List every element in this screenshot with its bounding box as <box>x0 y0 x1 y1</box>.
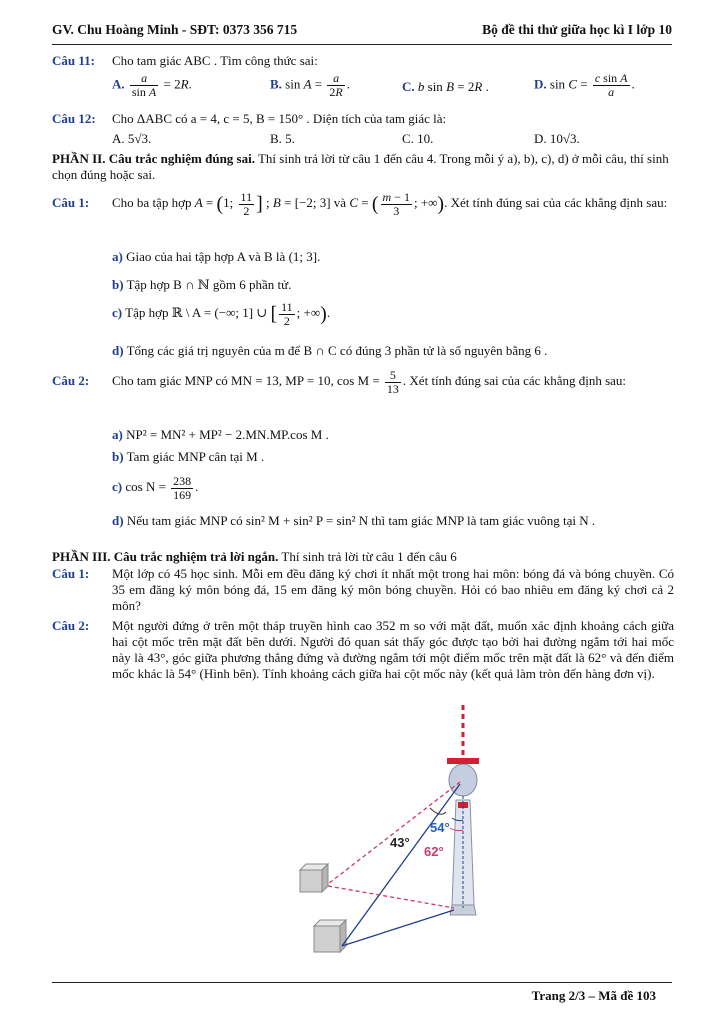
part-3-question-2 <box>52 618 674 702</box>
angle-label-54: 54° <box>430 820 450 835</box>
question-number: Câu 2: <box>52 618 90 633</box>
statement-d: d) Tổng các giá trị nguyên của m để B ∩ C có đúng 3 phần tử là số nguyên bằng 6 . <box>112 343 548 358</box>
question-11 <box>52 52 674 110</box>
statement-d: d) Nếu tam giác MNP có sin² M + sin² P = sin² N thì tam giác MNP là tam giác vuông tại N . <box>112 513 596 528</box>
header-right: Bộ đề thi thử giữa học kì I lớp 10 <box>482 22 672 37</box>
question-number: Câu 1: <box>52 195 90 210</box>
part-3-heading <box>52 549 674 565</box>
part-2-instructions: Thí sinh trả lời từ câu 1 đến câu 4. Trong mỗi ý a), b), c), d) ở mỗi câu, thí sinh chọn đúng hoặc sai. <box>52 151 669 182</box>
tower-figure <box>290 700 510 965</box>
question-number: Câu 12: <box>52 111 96 126</box>
part-2-title: PHẦN II. Câu trắc nghiệm đúng sai. <box>52 151 255 166</box>
part-2-heading <box>52 151 674 183</box>
ground-line-1 <box>328 886 454 908</box>
question-text: Cho tam giác MNP có MN = 13, MP = 10, cos M = $\frac{5}{13}$ . Xét tính đúng sai của các khẳng định sau: <box>112 367 627 396</box>
marker-box-1 <box>300 864 328 892</box>
sight-line-2 <box>342 784 460 946</box>
statement-c: c) Tập hợp ℝ \ A = (−∞; 1] ∪ [ $\frac{11}{2}$ ; +∞). <box>112 299 331 328</box>
question-number: Câu 11: <box>52 53 95 68</box>
ground-line-2 <box>342 910 454 946</box>
angle-label-43: 43° <box>390 835 410 850</box>
option-a: A. $\frac{a}{\text{sin A}}$ = 2R. <box>112 71 192 99</box>
option-d: D. sin C = $\frac{\text{c sin A}}{a}$ . <box>534 71 635 99</box>
pod-top <box>447 758 479 764</box>
option-b: B. 5. <box>270 131 295 146</box>
question-number: Câu 2: <box>52 373 90 388</box>
part-2-question-2 <box>52 364 674 542</box>
page-footer: Trang 2/3 – Mã đề 103 <box>531 988 656 1003</box>
header-divider <box>52 44 672 45</box>
question-text: Một người đứng ở trên một tháp truyền hình cao 352 m so với mặt đất, muốn xác định khoảng cách giữa hai cột mốc trên mặt đất bên dưới. Người đó quan sát thấy góc được tạo bởi hai đường ngắm tới hai mốc này là 43°, góc giữa phương thẳng đứng và đường ngắm tới một điểm mốc trên mặt đất là 62° và đến điểm mốc khác là 54° (Hình bên). Tính khoảng cách giữa hai cột mốc này (kết quả làm tròn đến hàng đơn vị). <box>112 618 674 681</box>
part-3-question-1 <box>52 566 674 618</box>
statement-b: b) Tập hợp B ∩ ℕ gồm 6 phần tử. <box>112 277 292 292</box>
statement-a: a) NP² = MN² + MP² − 2.MN.MP.cos M . <box>112 427 329 442</box>
angle-arc-43 <box>430 808 446 814</box>
part-3-instructions: Thí sinh trả lời từ câu 1 đến câu 6 <box>278 549 457 564</box>
angle-label-62: 62° <box>424 844 444 859</box>
page-header <box>52 22 672 44</box>
question-text: Một lớp có 45 học sinh. Mỗi em đều đăng ký chơi ít nhất một trong hai môn: bóng đá và bóng chuyền. Có 35 em đăng ký môn bóng đá, 15 em đăng ký môn bóng chuyền. Hỏi có bao nhiêu em đăng ký chơi cả 2 môn? <box>112 566 674 613</box>
statement-c: c) cos N = $\frac{238}{169}$ . <box>112 473 199 502</box>
part-3-title: PHẦN III. Câu trắc nghiệm trả lời ngắn. <box>52 549 279 564</box>
statement-b: b) Tam giác MNP cân tại M . <box>112 449 265 464</box>
question-text: Cho tam giác ABC . Tìm công thức sai: <box>112 53 318 68</box>
header-left: GV. Chu Hoàng Minh - SĐT: 0373 356 715 <box>52 22 298 37</box>
question-12 <box>52 110 674 150</box>
observation-pod <box>449 764 477 796</box>
part-2-question-1 <box>52 186 674 362</box>
footer-divider <box>52 982 672 983</box>
statement-a: a) Giao của hai tập hợp A và B là (1; 3]. <box>112 249 321 264</box>
option-b: B. sin A = $\frac{a}{2R}$ . <box>270 71 350 99</box>
marker-box-2 <box>314 920 346 952</box>
option-a: A. 5√3. <box>112 131 152 146</box>
option-c: C. 10. <box>402 131 434 146</box>
option-c: C. b sin B = 2R . <box>402 79 489 94</box>
question-text: Cho ΔABC có a = 4, c = 5, B = 150° . Diện tích của tam giác là: <box>112 111 447 126</box>
question-text: Cho ba tập hợp A = (1; $\frac{11}{2}$ ] ; B = [−2; 3] và C = ( $\frac{m - 1}{3}$ ; +∞). Xét tính đúng sai của các khẳng định sau: <box>112 189 668 218</box>
question-number: Câu 1: <box>52 566 90 581</box>
option-d: D. 10√3. <box>534 131 580 146</box>
